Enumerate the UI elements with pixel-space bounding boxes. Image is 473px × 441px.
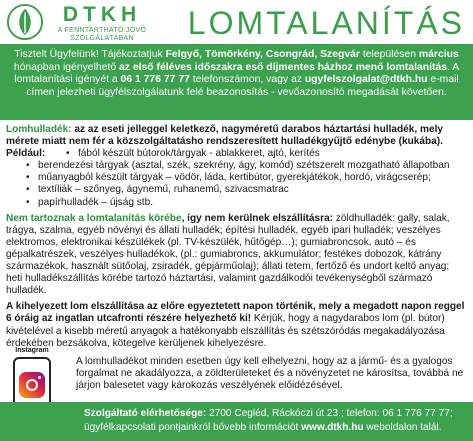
footer-text: weboldalon talál.	[363, 422, 442, 433]
main-content	[6, 124, 468, 350]
header	[0, 0, 473, 44]
intro-email-link[interactable]: ugyfelszolgalat@dtkh.hu	[304, 74, 428, 86]
list-item: • műanyagból készült tárgyak – vödör, láda, kertibútor, gyerekjátékok, hordó, virágcserép;	[26, 172, 468, 184]
list-item: • textíliák – szőnyeg, ágynemű, ruhanemű, szivacsmatrac	[26, 184, 468, 196]
intro-banner	[0, 44, 473, 120]
instagram-title: Instagram	[15, 347, 49, 354]
intro-text: telefonszámon, vagy az	[189, 74, 305, 86]
footer-line-1	[84, 407, 465, 421]
brand-name: DTKH	[62, 3, 142, 26]
footer-label: Szolgáltató elérhetősége:	[84, 408, 207, 419]
definition-text: az az eseti jelleggel keletkező, nagyméretű darabos háztartási hulladék, mely mérete miatt nem fér a közszolgáltatásho rendszeresített hulladékgyűjtő edénybe (kukába).	[6, 124, 443, 148]
intro-month: március	[418, 49, 459, 60]
schedule-bold: A kihelyezett lom elszállítása az előre egyeztetett napon történik, mely a megadott napon reggel 6 óráig az ingatlan utcafronti részére helyezhető ki!	[6, 301, 465, 325]
footer-website-link[interactable]: www.dtkh.hu	[301, 422, 364, 433]
footer-text: ügyfélkapcsolati pontjainkról bővebb információt	[84, 422, 302, 433]
intro-offer: az első féléves időszakra eső díjmentes házhoz menő lomtalanítás	[119, 61, 447, 73]
brand	[46, 3, 158, 43]
page-title: LOMTALANÍTÁS	[187, 5, 465, 41]
instagram-icon[interactable]	[19, 372, 45, 398]
brand-tagline-1: A FENNTARTHATÓ JÖVŐ	[57, 27, 147, 34]
excluded-text: zöldhulladék: gally, salak, trágya, szalma, egyéb növényi és állati hulladék; építési hulladék, egyéb ipari hulladék; veszélyes elektromos, elektronikai készülékek (pl. TV-készülék, hűtőgép…); gumiabroncsok, autó – és gépalkatrészek, veszélyes hulladékok, (pl.: gumiabroncs, akkumulátor; festékes dobozok, kátrány származékok, használt sütőolaj, zsiradék, gépjárműolaj); állati tetem, fertőző és undort keltő anyag; heti hulladékszállítás körébe tartozó háztartási, valamint gazdálkodói tevékenységből származó hulladék.	[6, 212, 450, 297]
excluded-lead-2: , így nem kerülnek elszállításra:	[181, 212, 334, 224]
intro-text: hónapban igényelhető	[13, 61, 119, 73]
intro-text: Tisztelt Ügyfelünk! Tájékoztatjuk	[14, 49, 166, 60]
examples-row	[6, 148, 468, 160]
excluded-lead: Nem tartoznak a lomtalanítás körébe	[6, 212, 182, 224]
examples-label: Például:	[6, 148, 46, 160]
intro-text: . A lomtalanítási igényét a	[14, 61, 460, 86]
placement-paragraph	[76, 356, 468, 392]
brand-tagline-2: SZOLGÁLATÁBAN	[70, 35, 134, 42]
list-item: • berendezési tárgyak (asztal, szék, szekrény, ágy, komód) szétszerelt mozgatható állapotban	[26, 160, 468, 172]
intro-text: e-mail címen jelezheti ügyfélszolgálatunk felé beazonosítás - vevőazonosító megadását követően.	[26, 74, 459, 98]
intro-towns: Felgyő, Tömörkény, Csongrád, Szegvár	[165, 49, 360, 60]
definition	[6, 124, 468, 148]
examples-list	[6, 160, 468, 208]
excluded-paragraph	[6, 213, 468, 298]
intro-phone[interactable]: 06 1 776 77 77	[120, 74, 190, 86]
footer	[0, 402, 473, 441]
schedule-text: Kérjük, hogy a nagydarabos lom (pl. bútor) kivételével a kisebb méretű anyagok a hatékonyabb elszállítás és szétszóródás megakadályozása érdekében bezsákolva, kötegelve kerüljenek kihelyezésre.	[6, 313, 445, 349]
placement-text: A lomhulladékot minden esetben úgy kell elhelyezni, hogy az a jármű- és a gyalogos forgalmat ne akadályozza, a zöldterületeket és a növényzetet ne károsítsa, továbbá ne járjon balesetet vagy károkozás veszélyének előidézésével.	[76, 356, 464, 392]
footer-line-2	[84, 421, 465, 435]
dtkh-logo-icon	[6, 3, 44, 41]
list-item: • fából készült bútorok/tárgyak - ablakkeret, ajtó, kerítés	[66, 148, 320, 160]
schedule-paragraph	[6, 301, 468, 349]
footer-address: 2700 Cegléd, Ráckóczi út 23.; telefon: 06 1 776 77 77;	[206, 408, 453, 419]
list-item: • papírhulladék – újság stb.	[26, 197, 468, 209]
intro-text: településen	[359, 49, 419, 60]
definition-term: Lomhulladék:	[6, 124, 72, 135]
